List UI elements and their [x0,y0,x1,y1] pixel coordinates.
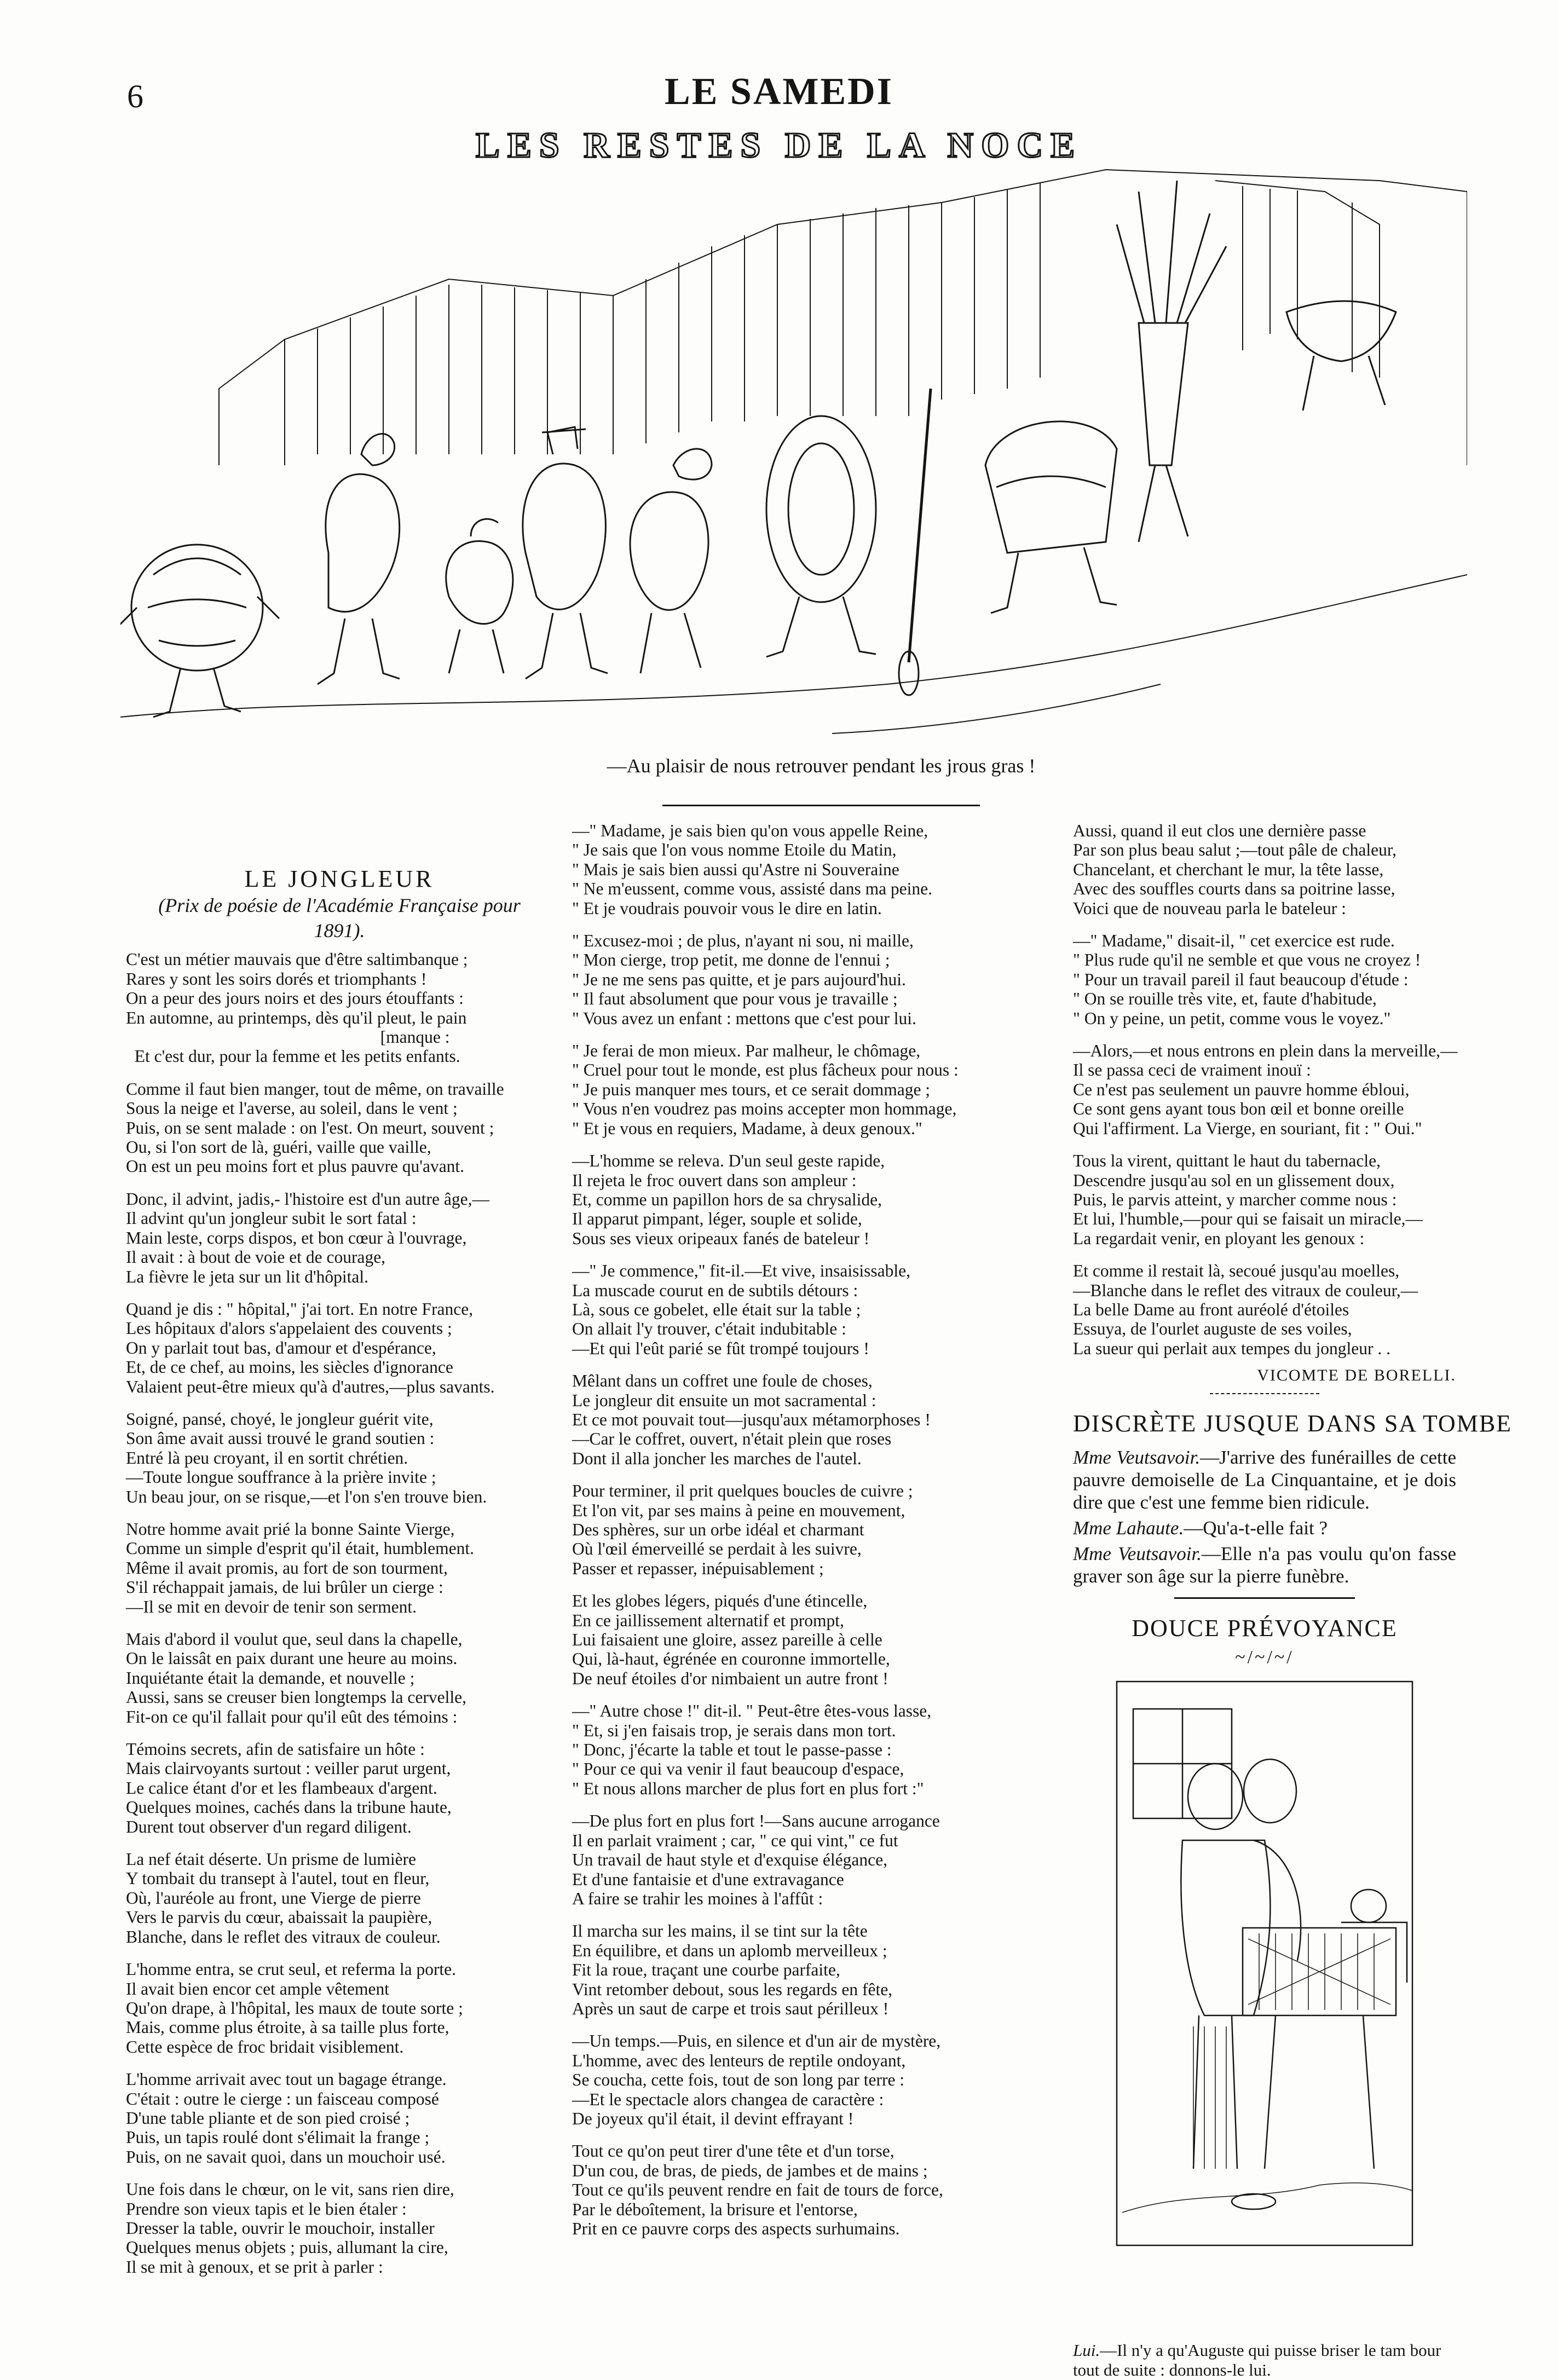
discrete-line [1073,1543,1456,1587]
poem-title: LE JONGLEUR [244,865,435,892]
dish-and-spoon [766,389,931,695]
poem-column-2 [572,821,1054,2251]
poem-stanza: —Un temps.—Puis, en silence et d'un air de mystère, L'homme, avec des lenteurs de reptile ondoyant, Se coucha, cette fois, tout de son long par terre : —Et le spectacle alors changea de caractère : De joyeux qu'il était, il devint effrayant ! [572,2031,941,2128]
poem-stanza: —" Je commence," fit-il.—Et vive, insaisissable, La muscade courut en de subtils détours : Là, sous ce gobelet, elle était sur la table ; On allait l'y trouver, c'était indubitable : —Et qui l'eût parié se fût trompé toujours ! [572,1261,910,1358]
poem-stanza: —L'homme se releva. D'un seul geste rapide, Il rejeta le froc ouvert dans son ampleur : Et, comme un papillon hors de sa chrysalide, Il apparut pimpant, léger, souple et solide, Sous ses vieux oripeaux fanés de bateleur ! [572,1151,885,1248]
masthead: LE SAMEDI [665,71,893,113]
dialogue-text: —Qu'a-t-elle fait ? [1184,1517,1328,1539]
poem-stanza: " Excusez-moi ; de plus, n'ayant ni sou, ni maille, " Mon cierge, trop petit, me donne de l'ennui ; " Je ne me sens pas quitte, et je pars aujourd'hui. " Il faut absolument que pour vous je travaille ; " Vous avez un enfant : mettons que c'est pour lui. [572,931,916,1028]
poem-stanza: Soigné, pansé, choyé, le jongleur guérit vite, Son âme avait aussi trouvé le grand soutien : Entré là peu croyant, il en sortit chrétien. —Toute longue souffrance à la prière invite ; Un beau jour, on se risque,—et l'on s'en trouve bien. [126,1409,487,1506]
artist-signature-scribble: ~/~/~/ [1235,1647,1294,1668]
poem-stanza: Aussi, quand il eut clos une dernière passe Par son plus beau salut ;—tout pâle de chaleur, Chancelant, et cherchant le mur, la tête lasse, Avec des souffles courts dans sa poitrine lasse, Voici que de nouveau parla le bateleur : [1073,821,1397,918]
discrete-line [1073,1517,1456,1539]
discrete-title: DISCRÈTE JUSQUE DANS SA TOMBE [1073,1409,1513,1437]
pie-character [985,421,1117,613]
poem-stanza: Une fois dans le chœur, on le vit, sans rien dire, Prendre son vieux tapis et le bien étaler : Dresser la table, ouvrir le mouchoir, installer Quelques menus objets ; puis, allumant la cire, Il se mit à genoux, et se prit à parler : [126,2180,454,2277]
dialogue-text: —J'arrive des funérailles de cette pauvre demoiselle de La Cinquantaine, et je dois dire que c'est une femme bien ridicule. [1073,1446,1456,1513]
poem-stanza: C'est un métier mauvais que d'être saltimbanque ; Rares y sont les soirs dorés et triomphants ! On a peur des jours noirs et des jours étouffants : En automne, au printemps, dès qu'il pleut, le pain [manque : Et c'est dur, pour la femme et les petits enfants. [126,950,468,1066]
cartoon-drawing [120,159,1467,750]
hatched-wall [219,170,1467,465]
discrete-line [1073,1446,1456,1514]
poem-stanza: Tout ce qu'on peut tirer d'une tête et d'un torse, D'un cou, de bras, de pieds, de jambes et de mains ; Tout ce qu'ils peuvent rendre en fait de tours de force, Par le déboîtement, la brisure et l'entorse, Prit en ce pauvre corps des aspects surhumains. [572,2141,943,2238]
poem-stanza: —" Madame, je sais bien qu'on vous appelle Reine, " Je sais que l'on vous nomme Etoile du Matin, " Mais je sais bien aussi qu'Astre ni Souveraine " Ne m'eussent, comme vous, assisté dans ma peine. " Et je voudrais pouvoir vous le dire en latin. [572,821,933,918]
poem-stanza: Il marcha sur les mains, il se tint sur la tête En équilibre, et dans un aplomb merveilleux ; Fit la roue, traçant une courbe parfaite, Vint retomber debout, sous les regards en fête, Après un saut de carpe et trois saut périlleux ! [572,1921,893,2018]
poem-stanza: L'homme entra, se crut seul, et referma la porte. Il avait bien encor cet ample vêtement Qu'on drape, à l'hôpital, les maux de toute sorte ; Mais, comme plus étroite, à sa taille plus forte, Cette espèce de froc bridait visiblement. [126,1960,463,2056]
poem-stanza: Pour terminer, il prit quelques boucles de cuivre ; Et l'on vit, par ses mains à peine en mouvement, Des sphères, sur un orbe idéal et charmant Où l'œil émerveillé se perdait à les suivre, Passer et repasser, inépuisablement ; [572,1481,913,1578]
poem-stanza: —Alors,—et nous entrons en plein dans la merveille,— Il se passa ceci de vraiment inouï : Ce n'est pas seulement un pauvre homme ébloui, Ce sont gens ayant tous bon œil et bonne oreille Qui l'affirment. La Vierge, en souriant, fit : " Oui." [1073,1041,1458,1138]
poem-stanza: La nef était déserte. Un prisme de lumière Y tombait du transept à l'autel, tout en fleur, Où, l'auréole au front, une Vierge de pierre Vers le parvis du cœur, abaissait la paupière, Blanche, dans le reflet des vitraux de couleur. [126,1850,441,1946]
poem-stanza: Et les globes légers, piqués d'une étincelle, En ce jaillissement alternatif et prompt, Lui faisaient une gloire, assez pareille à celle Qui, là-haut, égrénée en couronne immortelle, De neuf étoiles d'or nimbaient un autre front ! [572,1591,890,1688]
poem-subtitle-year: 1891). [314,920,365,942]
poem-stanza: Quand je dis : " hôpital," j'ai tort. En notre France, Les hôpitaux d'alors s'appelaient des couvents ; On y parlait tout bas, d'amour et d'espérance, Et, de ce chef, au moins, les siècles d'ignorance Valaient peut-être mieux qu'à d'autres,—plus savants. [126,1299,495,1396]
speaker: Mme Veutsavoir. [1073,1543,1202,1564]
section-divider [1174,1597,1355,1599]
poem-stanza: Mêlant dans un coffret une foule de choses, Le jongleur dit ensuite un mot sacramental : Et ce mot pouvait tout—jusqu'aux métamorphoses ! —Car le coffret, ouvert, n'était plein que roses Dont il alla joncher les marches de l'autel. [572,1371,931,1468]
poem-signature: VICOMTE DE BORELLI. [1257,1366,1456,1385]
prevoyance-title: DOUCE PRÉVOYANCE [1132,1614,1398,1642]
poem-column-1 [126,865,553,2290]
page-number: 6 [127,78,143,114]
celery-glass [1117,181,1226,542]
poem-stanza: Mais d'abord il voulut que, seul dans la chapelle, On le laissât en paix durant une heure au moins. Inquiétante était la demande, et nouvelle ; Aussi, sans se creuser bien longtemps la cervelle, Fit-on ce qu'il fallait pour qu'il eût des témoins : [126,1630,466,1726]
poem-stanza: —" Autre chose !" dit-il. " Peut-être êtes-vous lasse, " Et, si j'en faisais trop, je serais dans mon tort. " Donc, j'écarte la table et tout le passe-passe : " Pour ce qui va venir il faut beaucoup d'espace, " Et nous allons marcher de plus fort en plus fort :" [572,1701,932,1798]
poem-column-3 [1073,821,1513,2380]
caption-text: —Il n'y a qu'Auguste qui puisse briser le tam bour tout de suite : donnons-le lui. [1073,2340,1441,2379]
poem-stanza: Témoins secrets, afin de satisfaire un hôte : Mais clairvoyants surtout : veiller parut urgent, Le calice étant d'or et les flambeaux d'argent. Quelques moines, cachés dans la tribune haute, Durent tout observer d'un regard diligent. [126,1740,452,1836]
speaker: Mme Lahaute. [1073,1517,1184,1539]
poem-subtitle: (Prix de poésie de l'Académie Française pour [158,894,521,917]
poem-stanza: —" Madame," disait-il, " cet exercice est rude. " Plus rude qu'il ne semble et que vous ne croyez ! " Pour un travail pareil il faut beaucoup d'étude : " On se rouille très vite, et, faute d'habitude, " On y peine, un petit, comme vous le voyez." [1073,931,1421,1028]
poem-stanza: —De plus fort en plus fort !—Sans aucune arrogance Il en parlait vraiment ; car, " ce qui vint," ce fut Un travail de haut style et d'exquise élégance, Et d'une fantaisie et d'une extravagance A faire se trahir les moines à l'affût : [572,1811,940,1908]
speaker: Mme Veutsavoir. [1073,1446,1201,1468]
poem-stanza: Comme il faut bien manger, tout de même, on travaille Sous la neige et l'averse, au soleil, dans le vent ; Puis, on se sent malade : on l'est. On meurt, souvent ; Ou, si l'on sort de là, guéri, vaille que vaille, On est un peu moins fort et plus pauvre qu'avant. [126,1079,504,1176]
speaker: Lui. [1073,2340,1100,2360]
caption-rule [662,805,980,806]
section-divider [1210,1393,1319,1394]
section-title: LES RESTES DE LA NOCE [475,125,1083,165]
poem-stanza: " Je ferai de mon mieux. Par malheur, le chômage, " Cruel pour tout le monde, est plus fâcheux pour nous : " Je puis manquer mes tours, et ce serait dommage ; " Vous n'en voudrez pas moins accepter mon hommage, " Et je vous en requiers, Madame, à deux genoux." [572,1041,959,1138]
cartoon-caption: —Au plaisir de nous retrouver pendant les jrous gras ! [607,755,1036,777]
prevoyance-caption [1073,2341,1456,2380]
prevoyance-illustration [1111,1676,1418,2333]
poem-stanza: Donc, il advint, jadis,- l'histoire est d'un autre âge,— Il advint qu'un jongleur subit le sort fatal : Main leste, corps dispos, et bon cœur à l'ouvrage, Il avait : à bout de voie et de courage, La fièvre le jeta sur un lit d'hôpital. [126,1189,489,1286]
poem-stanza: Et comme il restait là, secoué jusqu'au moelles, —Blanche dans le reflet des vitraux de couleur,— La belle Dame au front auréolé d'étoiles Essuya, de l'ourlet auguste de ses voiles, La sueur qui perlait aux tempes du jongleur . . [1073,1261,1418,1358]
prevoyance-drawing [1111,1676,1418,2333]
poem-stanza: Notre homme avait prié la bonne Sainte Vierge, Comme un simple d'esprit qu'il était, humblement. Même il avait promis, au fort de son tourment, S'il réchappait jamais, de lui brûler un cierge : —Il se mit en devoir de tenir son serment. [126,1519,475,1616]
poem-stanza: L'homme arrivait avec tout un bagage étrange. C'était : outre le cierge : un faisceau composé D'une table pliante et de son pied croisé ; Puis, un tapis roulé dont s'élimait la frange ; Puis, on ne savait quoi, dans un mouchoir usé. [126,2070,447,2167]
cake-character [120,545,279,717]
poem-stanza: Tous la virent, quittant le haut du tabernacle, Descendre jusqu'au sol en un glissement doux, Puis, le parvis atteint, y marcher comme nous : Et lui, l'humble,—pour qui se faisait un miracle,— La regardait venir, en ployant les genoux : [1073,1151,1423,1248]
bird-characters [318,427,712,684]
cartoon-illustration [120,159,1467,750]
dialogue-text: —Elle n'a pas voulu qu'on fasse graver son âge sur la pierre funèbre. [1073,1543,1456,1587]
